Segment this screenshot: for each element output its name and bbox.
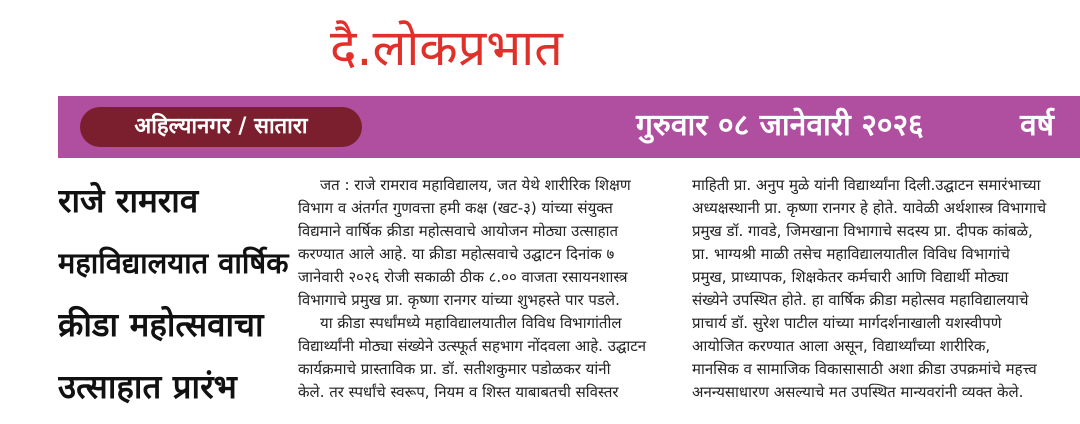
article-line: प्रमुख डॉ. गावडे, जिमखाना विभागाचे सदस्य प्रा. दीपक कांबळे, [692,222,1033,240]
article-line: आयोजित करण्यात आला असून, विद्यार्थ्यांच्या शारीरिक, [692,337,991,355]
date-band [58,96,1080,158]
article-column-1 [298,174,680,420]
issue-year-label: वर्ष [1020,108,1055,143]
article-line: संख्येने उपस्थित होते. हा वार्षिक क्रीडा महोत्सव महाविद्यालयाचे [692,291,1029,309]
article-line: जानेवारी २०२६ रोजी सकाळी ठीक ८.०० वाजता रसायनशास्त्र [298,268,628,286]
headline-line: राजे रामराव [58,181,199,220]
article-line: करण्यात आले आहे. या क्रीडा महोत्सवाचे उद्घाटन दिनांक ७ [298,245,615,263]
article-headline [58,170,290,420]
article-column-2 [692,174,1072,420]
article-line: विद्यार्थ्यांनी मोठ्या संख्येने उत्स्फूर्त सहभाग नोंदवला आहे. उद्घाटन [298,337,647,355]
masthead [0,0,1080,96]
article-line: विभाग व अंतर्गत गुणवत्ता हमी कक्ष (खट-३) यांच्या संयुक्त [298,199,613,217]
article-line: प्रा. भाग्यश्री माळी तसेच महाविद्यालयातील विविध विभागांचे [692,245,1010,263]
issue-date: गुरुवार ०८ जानेवारी २०२६ [636,108,924,143]
article-line: विभागाचे प्रमुख प्रा. कृष्णा रानगर यांच्या शुभहस्ते पार पडले. [298,291,620,309]
region-badge: अहिल्यानगर / सातारा [80,107,362,147]
headline-line: उत्साहात प्रारंभ [58,367,237,406]
article-line: प्राचार्य डॉ. सुरेश पाटील यांच्या मार्गदर्शनाखाली यशस्वीपणे [692,314,1002,332]
article-line: विद्यमाने वार्षिक क्रीडा महोत्सवाचे आयोजन मोठ्या उत्साहात [298,222,619,240]
article-line: कार्यक्रमाचे प्रास्ताविक प्रा. डॉ. सतीशकुमार पडोळकर यांनी [298,360,611,378]
article-line: मानसिक व सामाजिक विकासासाठी अशा क्रीडा उपक्रमांचे महत्त्व [692,360,1037,378]
article-line: अध्यक्षस्थानी प्रा. कृष्णा रानगर हे होते. यावेळी अर्थशास्त्र विभागाचे [692,199,1047,217]
article-line: प्रमुख, प्राध्यापक, शिक्षकेतर कर्मचारी आणि विद्यार्थी मोठ्या [692,268,1009,286]
headline-line: महाविद्यालयात वार्षिक [58,246,289,280]
headline-line: क्रीडा महोत्सवाचा [58,305,264,344]
article-line: माहिती प्रा. अनुप मुळे यांनी विद्यार्थ्यांना दिली.उद्घाटन समारंभाच्या [692,176,1041,194]
article-line: या क्रीडा स्पर्धांमध्ये महाविद्यालयातील विविध विभागांतील [320,314,622,332]
article-line: अनन्यसाधारण असल्याचे मत उपस्थित मान्यवरांनी व्यक्त केले. [692,383,1024,401]
article-line: केले. तर स्पर्धांचे स्वरूप, नियम व शिस्त याबाबतची सविस्तर [298,383,619,401]
newspaper-title: दै.लोकप्रभात [330,19,563,77]
article-line: जत : राजे रामराव महाविद्यालय, जत येथे शारीरिक शिक्षण [320,176,631,194]
